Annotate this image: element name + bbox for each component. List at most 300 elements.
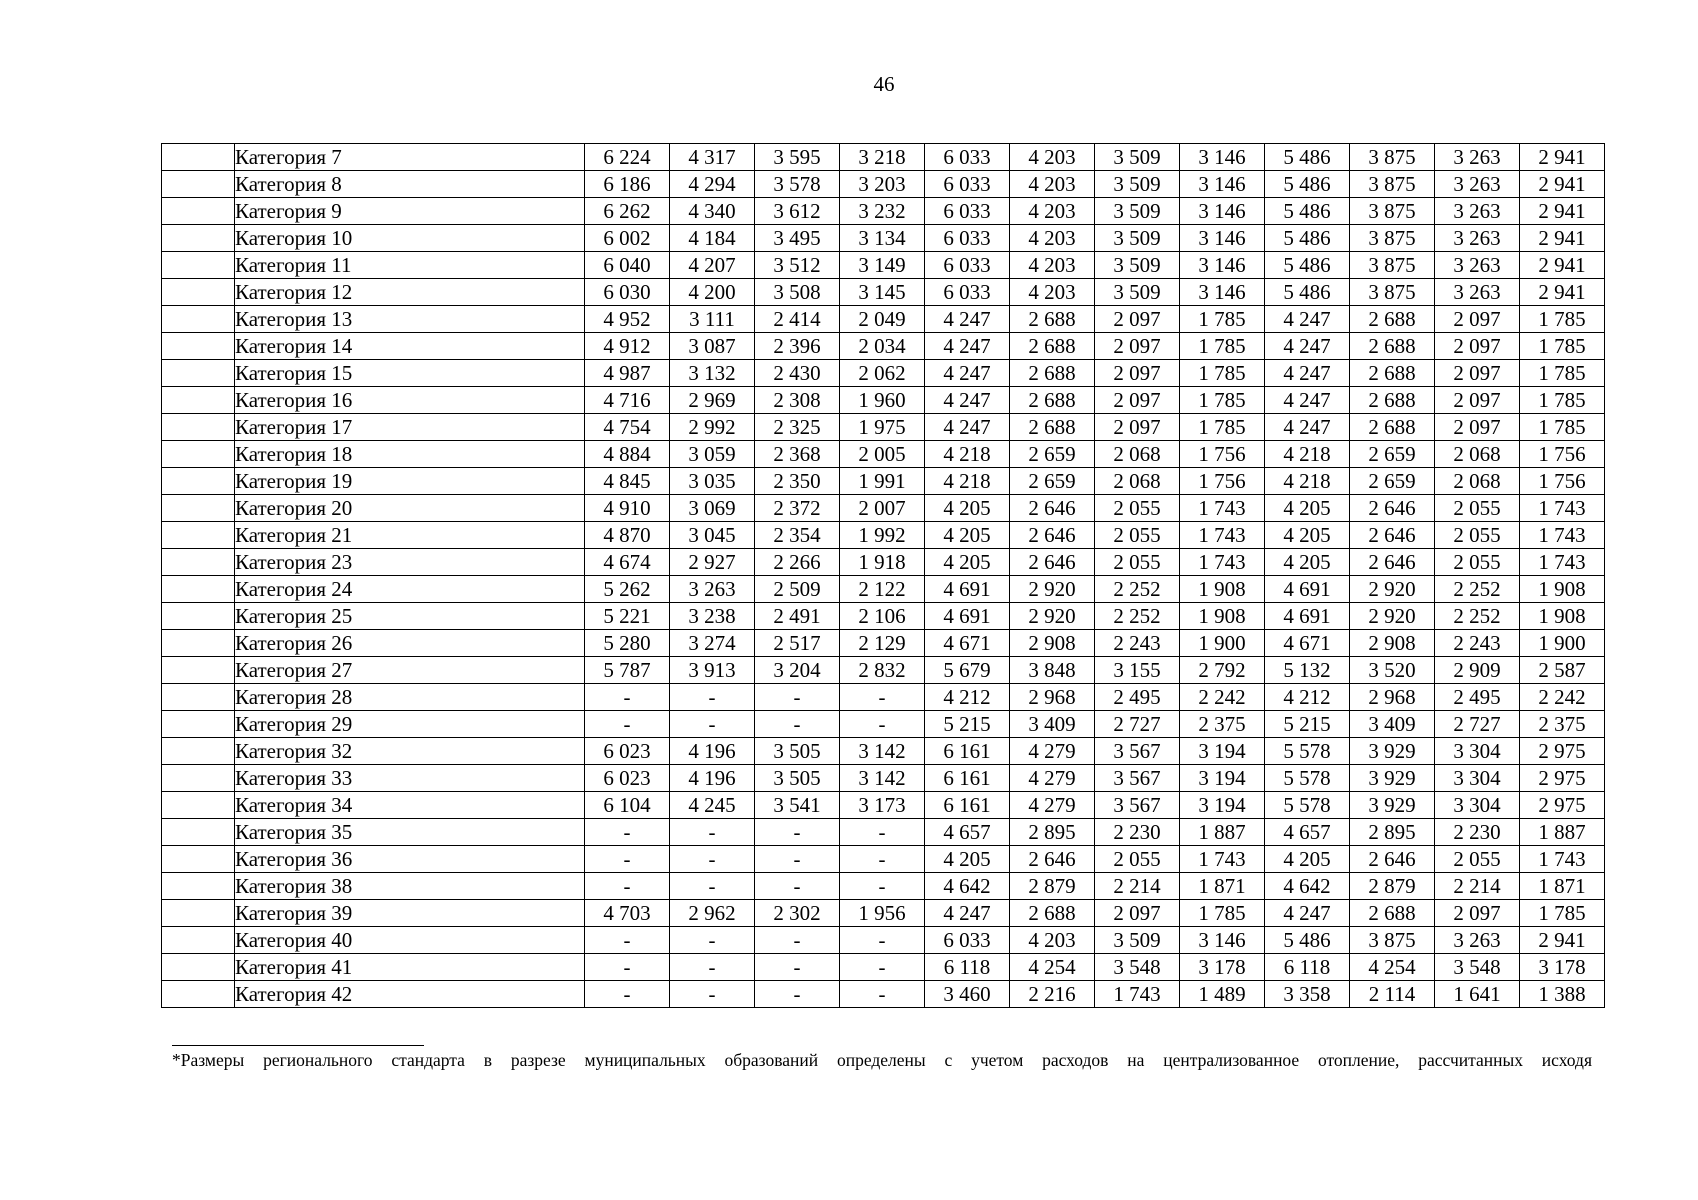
value-cell: 2 920 — [1350, 576, 1435, 603]
value-cell: 2 266 — [755, 549, 840, 576]
value-cell: 3 146 — [1180, 252, 1265, 279]
value-cell: 2 055 — [1435, 522, 1520, 549]
value-cell: 1 388 — [1520, 981, 1605, 1008]
value-cell: 1 785 — [1520, 414, 1605, 441]
value-cell: - — [840, 927, 925, 954]
table-row — [162, 819, 1605, 846]
value-cell: 3 848 — [1010, 657, 1095, 684]
value-cell: 2 491 — [755, 603, 840, 630]
value-cell: 3 548 — [1435, 954, 1520, 981]
value-cell: 2 495 — [1095, 684, 1180, 711]
value-cell: 2 097 — [1095, 900, 1180, 927]
value-cell: 4 247 — [1265, 333, 1350, 360]
value-cell: 3 460 — [925, 981, 1010, 1008]
value-cell: 2 879 — [1350, 873, 1435, 900]
value-cell: 2 097 — [1435, 900, 1520, 927]
value-cell: 4 205 — [1265, 549, 1350, 576]
value-cell: 2 688 — [1350, 333, 1435, 360]
value-cell: 3 508 — [755, 279, 840, 306]
value-cell: 4 203 — [1010, 198, 1095, 225]
value-cell: 4 279 — [1010, 738, 1095, 765]
value-cell: 4 205 — [1265, 522, 1350, 549]
category-label: Категория 9 — [235, 198, 585, 225]
value-cell: 2 646 — [1010, 495, 1095, 522]
table-row — [162, 738, 1605, 765]
value-cell: 2 688 — [1350, 387, 1435, 414]
value-cell: 2 646 — [1350, 495, 1435, 522]
value-cell: 4 279 — [1010, 792, 1095, 819]
value-cell: 2 517 — [755, 630, 840, 657]
empty-cell — [162, 819, 235, 846]
category-label: Категория 14 — [235, 333, 585, 360]
table-row — [162, 603, 1605, 630]
value-cell: 4 247 — [925, 360, 1010, 387]
category-label: Категория 34 — [235, 792, 585, 819]
value-cell: 4 247 — [1265, 387, 1350, 414]
value-cell: 2 350 — [755, 468, 840, 495]
category-label: Категория 13 — [235, 306, 585, 333]
empty-cell — [162, 198, 235, 225]
table-row — [162, 711, 1605, 738]
value-cell: 2 243 — [1095, 630, 1180, 657]
value-cell: 3 520 — [1350, 657, 1435, 684]
value-cell: 3 263 — [1435, 144, 1520, 171]
value-cell: 1 871 — [1520, 873, 1605, 900]
value-cell: 2 727 — [1435, 711, 1520, 738]
category-label: Категория 23 — [235, 549, 585, 576]
value-cell: 1 489 — [1180, 981, 1265, 1008]
value-cell: 3 132 — [670, 360, 755, 387]
value-cell: 2 975 — [1520, 738, 1605, 765]
value-cell: 2 646 — [1010, 846, 1095, 873]
value-cell: 2 122 — [840, 576, 925, 603]
table-row — [162, 792, 1605, 819]
value-cell: 3 263 — [1435, 927, 1520, 954]
value-cell: - — [755, 819, 840, 846]
value-cell: 2 375 — [1180, 711, 1265, 738]
value-cell: 3 512 — [755, 252, 840, 279]
table-row — [162, 171, 1605, 198]
table-row — [162, 414, 1605, 441]
table-row — [162, 468, 1605, 495]
value-cell: 4 279 — [1010, 765, 1095, 792]
value-cell: 2 005 — [840, 441, 925, 468]
value-cell: 3 509 — [1095, 144, 1180, 171]
value-cell: - — [755, 684, 840, 711]
empty-cell — [162, 576, 235, 603]
value-cell: 4 910 — [585, 495, 670, 522]
value-cell: 1 785 — [1180, 414, 1265, 441]
value-cell: 3 263 — [1435, 171, 1520, 198]
value-cell: 2 509 — [755, 576, 840, 603]
value-cell: 2 941 — [1520, 144, 1605, 171]
value-cell: 5 280 — [585, 630, 670, 657]
value-cell: 2 372 — [755, 495, 840, 522]
value-cell: 2 895 — [1350, 819, 1435, 846]
value-cell: 4 674 — [585, 549, 670, 576]
value-cell: 2 097 — [1435, 306, 1520, 333]
value-cell: 1 908 — [1180, 603, 1265, 630]
value-cell: - — [840, 711, 925, 738]
value-cell: 2 097 — [1435, 387, 1520, 414]
value-cell: - — [840, 981, 925, 1008]
value-cell: 2 688 — [1350, 900, 1435, 927]
value-cell: 1 743 — [1095, 981, 1180, 1008]
value-cell: 1 785 — [1180, 387, 1265, 414]
value-cell: 2 646 — [1010, 549, 1095, 576]
value-cell: 2 129 — [840, 630, 925, 657]
value-cell: 5 486 — [1265, 279, 1350, 306]
value-cell: 3 358 — [1265, 981, 1350, 1008]
value-cell: 3 509 — [1095, 198, 1180, 225]
value-cell: 1 908 — [1520, 576, 1605, 603]
empty-cell — [162, 792, 235, 819]
value-cell: 2 920 — [1350, 603, 1435, 630]
value-cell: 2 927 — [670, 549, 755, 576]
value-cell: 4 203 — [1010, 279, 1095, 306]
value-cell: - — [585, 684, 670, 711]
value-cell: 3 913 — [670, 657, 755, 684]
value-cell: 3 155 — [1095, 657, 1180, 684]
value-cell: 2 969 — [670, 387, 755, 414]
value-cell: 3 142 — [840, 765, 925, 792]
value-cell: 3 595 — [755, 144, 840, 171]
value-cell: 1 785 — [1520, 306, 1605, 333]
category-label: Категория 32 — [235, 738, 585, 765]
value-cell: 2 097 — [1435, 360, 1520, 387]
table-row — [162, 549, 1605, 576]
value-cell: 2 068 — [1095, 441, 1180, 468]
value-cell: 3 146 — [1180, 171, 1265, 198]
value-cell: 2 688 — [1010, 333, 1095, 360]
value-cell: 3 232 — [840, 198, 925, 225]
value-cell: 2 688 — [1010, 414, 1095, 441]
value-cell: 2 214 — [1435, 873, 1520, 900]
value-cell: 3 263 — [670, 576, 755, 603]
table-row — [162, 873, 1605, 900]
value-cell: 6 033 — [925, 171, 1010, 198]
category-label: Категория 39 — [235, 900, 585, 927]
value-cell: 4 642 — [925, 873, 1010, 900]
value-cell: 2 727 — [1095, 711, 1180, 738]
category-label: Категория 35 — [235, 819, 585, 846]
value-cell: 2 908 — [1350, 630, 1435, 657]
value-cell: - — [755, 954, 840, 981]
value-cell: 3 929 — [1350, 765, 1435, 792]
category-label: Категория 28 — [235, 684, 585, 711]
table-row — [162, 684, 1605, 711]
value-cell: 2 430 — [755, 360, 840, 387]
value-cell: 2 055 — [1095, 522, 1180, 549]
value-cell: 4 205 — [925, 846, 1010, 873]
value-cell: 3 875 — [1350, 927, 1435, 954]
value-cell: - — [840, 846, 925, 873]
value-cell: 2 354 — [755, 522, 840, 549]
value-cell: 2 308 — [755, 387, 840, 414]
value-cell: 2 097 — [1095, 360, 1180, 387]
value-cell: 4 691 — [1265, 603, 1350, 630]
value-cell: 1 785 — [1520, 360, 1605, 387]
value-cell: 3 875 — [1350, 225, 1435, 252]
value-cell: 6 033 — [925, 225, 1010, 252]
value-cell: 4 870 — [585, 522, 670, 549]
empty-cell — [162, 549, 235, 576]
value-cell: 3 059 — [670, 441, 755, 468]
value-cell: 4 218 — [1265, 468, 1350, 495]
category-label: Категория 40 — [235, 927, 585, 954]
value-cell: 4 247 — [1265, 414, 1350, 441]
category-label: Категория 15 — [235, 360, 585, 387]
value-cell: 4 952 — [585, 306, 670, 333]
value-cell: 1 641 — [1435, 981, 1520, 1008]
value-cell: - — [585, 954, 670, 981]
empty-cell — [162, 144, 235, 171]
value-cell: - — [670, 981, 755, 1008]
category-label: Категория 26 — [235, 630, 585, 657]
value-cell: 3 178 — [1180, 954, 1265, 981]
value-cell: 5 486 — [1265, 144, 1350, 171]
empty-cell — [162, 630, 235, 657]
value-cell: 4 254 — [1010, 954, 1095, 981]
value-cell: 3 145 — [840, 279, 925, 306]
value-cell: 2 975 — [1520, 792, 1605, 819]
value-cell: 3 875 — [1350, 279, 1435, 306]
value-cell: 1 956 — [840, 900, 925, 927]
value-cell: 2 688 — [1350, 414, 1435, 441]
value-cell: 6 262 — [585, 198, 670, 225]
value-cell: 1 743 — [1180, 549, 1265, 576]
category-label: Категория 7 — [235, 144, 585, 171]
value-cell: 5 486 — [1265, 171, 1350, 198]
value-cell: 6 030 — [585, 279, 670, 306]
value-cell: 2 659 — [1010, 441, 1095, 468]
value-cell: 6 224 — [585, 144, 670, 171]
value-cell: - — [585, 819, 670, 846]
value-cell: 2 941 — [1520, 279, 1605, 306]
value-cell: 1 785 — [1180, 306, 1265, 333]
value-cell: 2 975 — [1520, 765, 1605, 792]
value-cell: 4 247 — [925, 414, 1010, 441]
value-cell: 4 247 — [1265, 360, 1350, 387]
value-cell: 4 203 — [1010, 225, 1095, 252]
value-cell: - — [670, 711, 755, 738]
value-cell: - — [670, 954, 755, 981]
value-cell: 6 033 — [925, 198, 1010, 225]
empty-cell — [162, 684, 235, 711]
table-row — [162, 333, 1605, 360]
empty-cell — [162, 981, 235, 1008]
value-cell: 5 215 — [1265, 711, 1350, 738]
category-label: Категория 17 — [235, 414, 585, 441]
value-cell: 5 578 — [1265, 792, 1350, 819]
value-cell: 3 263 — [1435, 225, 1520, 252]
value-cell: 5 486 — [1265, 252, 1350, 279]
value-cell: 2 895 — [1010, 819, 1095, 846]
value-cell: 2 055 — [1095, 846, 1180, 873]
value-cell: 4 203 — [1010, 171, 1095, 198]
empty-cell — [162, 225, 235, 252]
value-cell: 3 875 — [1350, 144, 1435, 171]
category-label: Категория 41 — [235, 954, 585, 981]
category-label: Категория 36 — [235, 846, 585, 873]
value-cell: 2 688 — [1350, 360, 1435, 387]
value-cell: 4 884 — [585, 441, 670, 468]
value-cell: 3 173 — [840, 792, 925, 819]
value-cell: 4 212 — [925, 684, 1010, 711]
value-cell: 3 505 — [755, 765, 840, 792]
value-cell: 3 203 — [840, 171, 925, 198]
empty-cell — [162, 657, 235, 684]
value-cell: 1 756 — [1180, 468, 1265, 495]
empty-cell — [162, 171, 235, 198]
table-row — [162, 306, 1605, 333]
value-cell: 3 509 — [1095, 279, 1180, 306]
empty-cell — [162, 360, 235, 387]
empty-cell — [162, 522, 235, 549]
value-cell: 4 247 — [1265, 900, 1350, 927]
value-cell: 1 887 — [1520, 819, 1605, 846]
value-cell: 2 792 — [1180, 657, 1265, 684]
value-cell: 2 659 — [1350, 468, 1435, 495]
value-cell: 2 659 — [1010, 468, 1095, 495]
value-cell: 2 495 — [1435, 684, 1520, 711]
value-cell: 1 887 — [1180, 819, 1265, 846]
value-cell: 3 875 — [1350, 198, 1435, 225]
value-cell: 2 908 — [1010, 630, 1095, 657]
value-cell: 3 567 — [1095, 792, 1180, 819]
footnote-separator — [172, 1045, 424, 1046]
table-row — [162, 252, 1605, 279]
table-row — [162, 954, 1605, 981]
value-cell: 4 203 — [1010, 144, 1095, 171]
value-cell: 4 218 — [1265, 441, 1350, 468]
footnote: *Размеры регионального стандарта в разрезе муниципальных образований определены с учетом расходов на централизованное отопление, рассчитанных исходя — [172, 1050, 1592, 1070]
value-cell: 2 055 — [1435, 495, 1520, 522]
value-cell: 2 920 — [1010, 576, 1095, 603]
value-cell: 1 785 — [1520, 333, 1605, 360]
table-row — [162, 144, 1605, 171]
category-label: Категория 25 — [235, 603, 585, 630]
value-cell: 2 242 — [1520, 684, 1605, 711]
value-cell: 2 106 — [840, 603, 925, 630]
value-cell: 3 263 — [1435, 279, 1520, 306]
value-cell: 2 688 — [1010, 360, 1095, 387]
value-cell: 2 242 — [1180, 684, 1265, 711]
value-cell: 3 146 — [1180, 927, 1265, 954]
table-row — [162, 657, 1605, 684]
value-cell: 4 671 — [1265, 630, 1350, 657]
table-row — [162, 225, 1605, 252]
value-cell: 1 960 — [840, 387, 925, 414]
value-cell: 3 509 — [1095, 225, 1180, 252]
empty-cell — [162, 441, 235, 468]
category-label: Категория 20 — [235, 495, 585, 522]
value-cell: 2 252 — [1095, 603, 1180, 630]
value-cell: 4 642 — [1265, 873, 1350, 900]
value-cell: 4 205 — [1265, 495, 1350, 522]
empty-cell — [162, 279, 235, 306]
table-row — [162, 927, 1605, 954]
value-cell: 2 941 — [1520, 927, 1605, 954]
value-cell: 4 205 — [1265, 846, 1350, 873]
value-cell: 3 567 — [1095, 765, 1180, 792]
value-cell: 3 304 — [1435, 738, 1520, 765]
value-cell: - — [585, 927, 670, 954]
value-cell: 2 688 — [1350, 306, 1435, 333]
value-cell: 6 118 — [1265, 954, 1350, 981]
table-row — [162, 522, 1605, 549]
value-cell: 6 002 — [585, 225, 670, 252]
value-cell: 2 646 — [1350, 846, 1435, 873]
table-row — [162, 387, 1605, 414]
value-cell: 2 941 — [1520, 252, 1605, 279]
empty-cell — [162, 711, 235, 738]
value-cell: 3 035 — [670, 468, 755, 495]
value-cell: 2 920 — [1010, 603, 1095, 630]
value-cell: - — [670, 684, 755, 711]
value-cell: 4 247 — [925, 306, 1010, 333]
value-cell: - — [840, 954, 925, 981]
value-cell: 6 186 — [585, 171, 670, 198]
value-cell: 2 688 — [1010, 306, 1095, 333]
value-cell: 2 097 — [1095, 387, 1180, 414]
value-cell: 5 679 — [925, 657, 1010, 684]
value-cell: 4 657 — [925, 819, 1010, 846]
category-label: Категория 38 — [235, 873, 585, 900]
value-cell: 1 991 — [840, 468, 925, 495]
value-cell: 3 218 — [840, 144, 925, 171]
value-cell: 2 879 — [1010, 873, 1095, 900]
value-cell: 2 646 — [1010, 522, 1095, 549]
empty-cell — [162, 954, 235, 981]
value-cell: - — [585, 846, 670, 873]
value-cell: 2 114 — [1350, 981, 1435, 1008]
value-cell: 1 900 — [1180, 630, 1265, 657]
value-cell: 2 909 — [1435, 657, 1520, 684]
value-cell: 4 203 — [1010, 252, 1095, 279]
value-cell: 3 194 — [1180, 792, 1265, 819]
value-cell: - — [755, 873, 840, 900]
value-cell: 4 845 — [585, 468, 670, 495]
value-cell: - — [755, 711, 840, 738]
value-cell: 1 785 — [1180, 900, 1265, 927]
value-cell: 3 194 — [1180, 765, 1265, 792]
value-cell: 3 087 — [670, 333, 755, 360]
value-cell: 3 045 — [670, 522, 755, 549]
value-cell: 3 146 — [1180, 144, 1265, 171]
empty-cell — [162, 900, 235, 927]
value-cell: - — [840, 684, 925, 711]
value-cell: 4 671 — [925, 630, 1010, 657]
value-cell: 3 146 — [1180, 225, 1265, 252]
value-cell: 3 142 — [840, 738, 925, 765]
value-cell: 3 578 — [755, 171, 840, 198]
category-label: Категория 29 — [235, 711, 585, 738]
value-cell: 2 659 — [1350, 441, 1435, 468]
value-cell: 2 243 — [1435, 630, 1520, 657]
value-cell: 1 785 — [1520, 900, 1605, 927]
empty-cell — [162, 603, 235, 630]
value-cell: 1 785 — [1180, 333, 1265, 360]
value-cell: 3 509 — [1095, 927, 1180, 954]
value-cell: 4 691 — [925, 576, 1010, 603]
table-row — [162, 765, 1605, 792]
value-cell: 6 161 — [925, 738, 1010, 765]
value-cell: 2 375 — [1520, 711, 1605, 738]
value-cell: 1 871 — [1180, 873, 1265, 900]
value-cell: 6 104 — [585, 792, 670, 819]
value-cell: 4 294 — [670, 171, 755, 198]
